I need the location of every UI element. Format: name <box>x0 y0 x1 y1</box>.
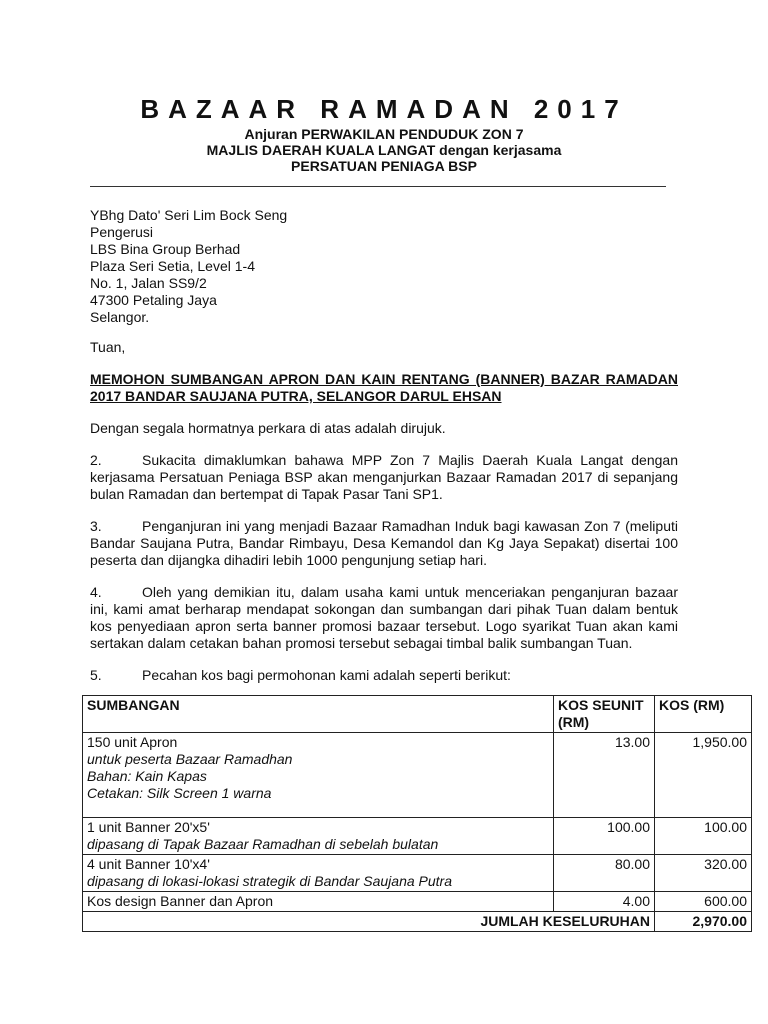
paragraph-3 <box>90 518 678 569</box>
association-line: PERSATUAN PENIAGA BSP <box>291 158 477 174</box>
paragraph-number: 3. <box>90 518 102 534</box>
cost-cell: 320.00 <box>655 855 752 892</box>
table-row <box>83 855 752 892</box>
total-value: 2,970.00 <box>655 912 752 932</box>
address-line-2: No. 1, Jalan SS9/2 <box>90 275 207 291</box>
item-detail: Cetakan: Silk Screen 1 warna <box>87 785 272 801</box>
salutation: Tuan, <box>90 339 126 355</box>
paragraph-text: Pecahan kos bagi permohonan kami adalah seperti berikut: <box>142 667 511 683</box>
paragraph-text: Oleh yang demikian itu, dalam usaha kami untuk menceriakan penganjuran bazaar ini, kami amat berharap mendapat sokongan dan sumbangan dari pihak Tuan dalam bentuk kos penyediaan apron serta banner promosi bazaar tersebut. Logo syarikat Tuan akan kami sertakan dalam cetakan bahan promosi tersebut sebagai timbal balik sumbangan Tuan. <box>90 584 678 651</box>
address-line-1: Plaza Seri Setia, Level 1-4 <box>90 258 255 274</box>
item-name: 150 unit Apron <box>87 734 178 750</box>
subject-heading: MEMOHON SUMBANGAN APRON DAN KAIN RENTANG (BANNER) BAZAR RAMADAN 2017 BANDAR SAUJANA PUTRA, SELANGOR DARUL EHSAN <box>90 371 678 404</box>
table-row <box>83 818 752 855</box>
cost-cell: 600.00 <box>655 892 752 912</box>
paragraph-5 <box>90 667 678 684</box>
table-row <box>83 733 752 818</box>
cost-cell: 100.00 <box>655 818 752 855</box>
opening-line: Dengan segala hormatnya perkara di atas adalah dirujuk. <box>90 420 446 436</box>
recipient-address <box>90 207 287 326</box>
table-row <box>83 892 752 912</box>
item-detail: Bahan: Kain Kapas <box>87 768 207 784</box>
paragraph-text: Penganjuran ini yang menjadi Bazaar Ramadhan Induk bagi kawasan Zon 7 (meliputi Bandar Saujana Putra, Bandar Rimbayu, Desa Kemandol dan Kg Jaya Sepakat) disertai 100 peserta dan dijangka dihadiri lebih 1000 pengunjung setiap hari. <box>90 518 678 568</box>
cost-table <box>82 695 752 932</box>
item-cell <box>83 892 554 912</box>
header-divider <box>90 186 666 187</box>
paragraph-number: 2. <box>90 452 102 468</box>
header-cost: KOS (RM) <box>655 696 752 733</box>
address-line-4: Selangor. <box>90 309 150 325</box>
header-unit-cost: KOS SEUNIT (RM) <box>554 696 655 733</box>
header-sumbangan: SUMBANGAN <box>83 696 554 733</box>
recipient-name: YBhg Dato' Seri Lim Bock Seng <box>90 207 288 223</box>
total-row <box>83 912 752 932</box>
item-cell <box>83 818 554 855</box>
recipient-position: Pengerusi <box>90 224 154 240</box>
unit-cost-cell: 4.00 <box>554 892 655 912</box>
paragraph-number: 4. <box>90 584 102 600</box>
item-name: Kos design Banner dan Apron <box>87 893 274 909</box>
paragraph-text: Sukacita dimaklumkan bahawa MPP Zon 7 Majlis Daerah Kuala Langat dengan kerjasama Persatuan Peniaga BSP akan menganjurkan Bazaar Ramadan 2017 di sepanjang bulan Ramadan dan bertempat di Tapak Pasar Tani SP1. <box>90 452 678 502</box>
council-line: MAJLIS DAERAH KUALA LANGAT dengan kerjasama <box>206 142 562 158</box>
recipient-company: LBS Bina Group Berhad <box>90 241 241 257</box>
total-label: JUMLAH KESELURUHAN <box>83 912 655 932</box>
table-header-row <box>83 696 752 733</box>
item-detail: untuk peserta Bazaar Ramadhan <box>87 751 293 767</box>
address-line-3: 47300 Petaling Jaya <box>90 292 217 308</box>
paragraph-number: 5. <box>90 667 102 683</box>
paragraph-2 <box>90 452 678 503</box>
unit-cost-cell: 100.00 <box>554 818 655 855</box>
unit-cost-cell: 80.00 <box>554 855 655 892</box>
item-name: 1 unit Banner 20'x5' <box>87 819 210 835</box>
paragraph-4 <box>90 584 678 652</box>
item-detail: dipasang di lokasi-lokasi strategik di Bandar Saujana Putra <box>87 873 452 889</box>
item-name: 4 unit Banner 10'x4' <box>87 856 210 872</box>
item-detail: dipasang di Tapak Bazaar Ramadhan di sebelah bulatan <box>87 836 439 852</box>
item-cell <box>83 733 554 818</box>
organizer-line: Anjuran PERWAKILAN PENDUDUK ZON 7 <box>244 126 524 142</box>
cost-cell: 1,950.00 <box>655 733 752 818</box>
unit-cost-cell: 13.00 <box>554 733 655 818</box>
item-cell <box>83 855 554 892</box>
document-title: BAZAAR RAMADAN 2017 <box>140 94 628 124</box>
